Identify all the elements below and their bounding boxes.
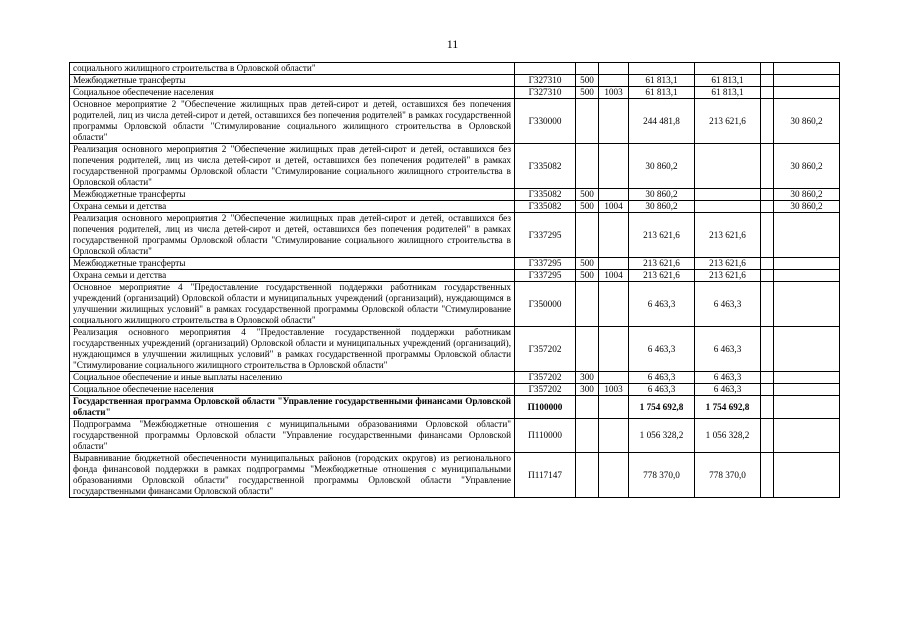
section-cell bbox=[599, 63, 629, 75]
section-cell bbox=[599, 213, 629, 258]
federal-amount-cell bbox=[774, 63, 840, 75]
section-cell bbox=[599, 396, 629, 419]
budget-table bbox=[69, 62, 840, 498]
regional-amount-cell bbox=[695, 201, 761, 213]
section-cell: 1003 bbox=[599, 87, 629, 99]
row-name-cell: Межбюджетные трансферты bbox=[70, 189, 515, 201]
section-cell: 1004 bbox=[599, 270, 629, 282]
section-cell bbox=[599, 258, 629, 270]
row-name-cell: Реализация основного мероприятия 2 "Обеспечение жилищных прав детей-сирот и детей, оставшихся без попечения родителей, лиц из числа детей-сирот и детей, оставшихся без попечения родителей" в рамках государственной программы Орловской области "Стимулирование социального жилищного строительства в Орловской области" bbox=[70, 213, 515, 258]
extra-amount-cell bbox=[761, 213, 774, 258]
total-amount-cell: 30 860,2 bbox=[629, 144, 695, 189]
regional-amount-cell bbox=[695, 144, 761, 189]
row-name-cell: Социальное обеспечение и иные выплаты населению bbox=[70, 372, 515, 384]
regional-amount-cell: 1 056 328,2 bbox=[695, 419, 761, 453]
expense-type-cell bbox=[576, 63, 599, 75]
table-row bbox=[70, 63, 840, 75]
section-cell bbox=[599, 282, 629, 327]
total-amount-cell: 1 056 328,2 bbox=[629, 419, 695, 453]
target-code-cell: Г327310 bbox=[515, 75, 576, 87]
extra-amount-cell bbox=[761, 99, 774, 144]
federal-amount-cell bbox=[774, 258, 840, 270]
extra-amount-cell bbox=[761, 258, 774, 270]
target-code-cell: П110000 bbox=[515, 419, 576, 453]
total-amount-cell: 6 463,3 bbox=[629, 282, 695, 327]
expense-type-cell bbox=[576, 453, 599, 498]
section-cell: 1003 bbox=[599, 384, 629, 396]
section-cell bbox=[599, 189, 629, 201]
regional-amount-cell: 61 813,1 bbox=[695, 75, 761, 87]
extra-amount-cell bbox=[761, 453, 774, 498]
expense-type-cell: 500 bbox=[576, 75, 599, 87]
table-row bbox=[70, 87, 840, 99]
federal-amount-cell bbox=[774, 87, 840, 99]
federal-amount-cell bbox=[774, 213, 840, 258]
target-code-cell: Г357202 bbox=[515, 372, 576, 384]
extra-amount-cell bbox=[761, 419, 774, 453]
total-amount-cell: 61 813,1 bbox=[629, 75, 695, 87]
extra-amount-cell bbox=[761, 189, 774, 201]
federal-amount-cell bbox=[774, 270, 840, 282]
table-row bbox=[70, 384, 840, 396]
table-row bbox=[70, 144, 840, 189]
table-body bbox=[70, 63, 840, 498]
regional-amount-cell: 6 463,3 bbox=[695, 327, 761, 372]
table-row bbox=[70, 258, 840, 270]
row-name-cell: Подпрограмма "Межбюджетные отношения с муниципальными образованиями Орловской области" государственной программы Орловской области "Управление государственными финансами Орловской области" bbox=[70, 419, 515, 453]
regional-amount-cell: 213 621,6 bbox=[695, 213, 761, 258]
expense-type-cell bbox=[576, 396, 599, 419]
regional-amount-cell: 6 463,3 bbox=[695, 282, 761, 327]
total-amount-cell: 6 463,3 bbox=[629, 372, 695, 384]
total-amount-cell: 6 463,3 bbox=[629, 327, 695, 372]
total-amount-cell: 30 860,2 bbox=[629, 189, 695, 201]
extra-amount-cell bbox=[761, 201, 774, 213]
table-row bbox=[70, 327, 840, 372]
section-cell bbox=[599, 453, 629, 498]
expense-type-cell: 500 bbox=[576, 270, 599, 282]
expense-type-cell bbox=[576, 144, 599, 189]
section-cell bbox=[599, 372, 629, 384]
total-amount-cell: 213 621,6 bbox=[629, 258, 695, 270]
target-code-cell: Г357202 bbox=[515, 384, 576, 396]
table-row bbox=[70, 419, 840, 453]
section-cell bbox=[599, 144, 629, 189]
target-code-cell: Г350000 bbox=[515, 282, 576, 327]
section-cell bbox=[599, 419, 629, 453]
row-name-cell: Межбюджетные трансферты bbox=[70, 258, 515, 270]
target-code-cell: Г357202 bbox=[515, 327, 576, 372]
federal-amount-cell bbox=[774, 327, 840, 372]
total-amount-cell: 30 860,2 bbox=[629, 201, 695, 213]
table-row bbox=[70, 99, 840, 144]
federal-amount-cell: 30 860,2 bbox=[774, 201, 840, 213]
total-amount-cell: 6 463,3 bbox=[629, 384, 695, 396]
row-name-cell: Социальное обеспечение населения bbox=[70, 384, 515, 396]
table-row bbox=[70, 282, 840, 327]
section-cell bbox=[599, 327, 629, 372]
row-name-cell: Межбюджетные трансферты bbox=[70, 75, 515, 87]
table-row bbox=[70, 396, 840, 419]
expense-type-cell bbox=[576, 213, 599, 258]
extra-amount-cell bbox=[761, 144, 774, 189]
extra-amount-cell bbox=[761, 384, 774, 396]
table-row bbox=[70, 213, 840, 258]
total-amount-cell: 213 621,6 bbox=[629, 213, 695, 258]
extra-amount-cell bbox=[761, 327, 774, 372]
row-name-cell: Основное мероприятие 2 "Обеспечение жилищных прав детей-сирот и детей, оставшихся без попечения родителей, лиц из числа детей-сирот и детей, оставшихся без попечения родителей" в рамках государственной программы Орловской области "Стимулирование социального жилищного строительства в Орловской области" bbox=[70, 99, 515, 144]
federal-amount-cell bbox=[774, 396, 840, 419]
regional-amount-cell: 213 621,6 bbox=[695, 258, 761, 270]
target-code-cell: П100000 bbox=[515, 396, 576, 419]
federal-amount-cell bbox=[774, 372, 840, 384]
expense-type-cell: 300 bbox=[576, 384, 599, 396]
extra-amount-cell bbox=[761, 63, 774, 75]
extra-amount-cell bbox=[761, 270, 774, 282]
row-name-cell: социального жилищного строительства в Орловской области" bbox=[70, 63, 515, 75]
total-amount-cell bbox=[629, 63, 695, 75]
expense-type-cell: 300 bbox=[576, 372, 599, 384]
page-number: 11 bbox=[446, 37, 459, 51]
target-code-cell: Г330000 bbox=[515, 99, 576, 144]
table-row bbox=[70, 201, 840, 213]
table-row bbox=[70, 270, 840, 282]
target-code-cell: Г335082 bbox=[515, 189, 576, 201]
regional-amount-cell: 778 370,0 bbox=[695, 453, 761, 498]
target-code-cell: Г327310 bbox=[515, 87, 576, 99]
federal-amount-cell bbox=[774, 75, 840, 87]
federal-amount-cell bbox=[774, 453, 840, 498]
total-amount-cell: 244 481,8 bbox=[629, 99, 695, 144]
extra-amount-cell bbox=[761, 396, 774, 419]
target-code-cell: Г337295 bbox=[515, 270, 576, 282]
target-code-cell: Г337295 bbox=[515, 258, 576, 270]
target-code-cell: П117147 bbox=[515, 453, 576, 498]
table-row bbox=[70, 372, 840, 384]
target-code-cell: Г337295 bbox=[515, 213, 576, 258]
total-amount-cell: 213 621,6 bbox=[629, 270, 695, 282]
row-name-cell: Социальное обеспечение населения bbox=[70, 87, 515, 99]
total-amount-cell: 61 813,1 bbox=[629, 87, 695, 99]
expense-type-cell bbox=[576, 327, 599, 372]
row-name-cell: Охрана семьи и детства bbox=[70, 270, 515, 282]
extra-amount-cell bbox=[761, 372, 774, 384]
table-row bbox=[70, 189, 840, 201]
federal-amount-cell: 30 860,2 bbox=[774, 144, 840, 189]
regional-amount-cell bbox=[695, 63, 761, 75]
expense-type-cell: 500 bbox=[576, 189, 599, 201]
expense-type-cell bbox=[576, 282, 599, 327]
row-name-cell: Реализация основного мероприятия 2 "Обеспечение жилищных прав детей-сирот и детей, оставшихся без попечения родителей, лиц из числа детей-сирот и детей, оставшихся без попечения родителей" в рамках государственной программы Орловской области "Стимулирование социального жилищного строительства в Орловской области" bbox=[70, 144, 515, 189]
regional-amount-cell bbox=[695, 189, 761, 201]
target-code-cell: Г335082 bbox=[515, 201, 576, 213]
expense-type-cell: 500 bbox=[576, 201, 599, 213]
table-row bbox=[70, 453, 840, 498]
regional-amount-cell: 6 463,3 bbox=[695, 372, 761, 384]
section-cell bbox=[599, 99, 629, 144]
total-amount-cell: 1 754 692,8 bbox=[629, 396, 695, 419]
section-cell bbox=[599, 75, 629, 87]
row-name-cell: Государственная программа Орловской области "Управление государственными финансами Орловской области" bbox=[70, 396, 515, 419]
expense-type-cell bbox=[576, 419, 599, 453]
row-name-cell: Выравнивание бюджетной обеспеченности муниципальных районов (городских округов) из регионального фонда финансовой поддержки в рамках подпрограммы "Межбюджетные отношения с муниципальными образованиями Орловской области" государственной программы Орловской области "Управление государственными финансами Орловской области" bbox=[70, 453, 515, 498]
regional-amount-cell: 61 813,1 bbox=[695, 87, 761, 99]
expense-type-cell: 500 bbox=[576, 87, 599, 99]
regional-amount-cell: 213 621,6 bbox=[695, 99, 761, 144]
target-code-cell: Г335082 bbox=[515, 144, 576, 189]
federal-amount-cell: 30 860,2 bbox=[774, 189, 840, 201]
table-row bbox=[70, 75, 840, 87]
expense-type-cell bbox=[576, 99, 599, 144]
row-name-cell: Охрана семьи и детства bbox=[70, 201, 515, 213]
total-amount-cell: 778 370,0 bbox=[629, 453, 695, 498]
extra-amount-cell bbox=[761, 282, 774, 327]
extra-amount-cell bbox=[761, 87, 774, 99]
regional-amount-cell: 1 754 692,8 bbox=[695, 396, 761, 419]
federal-amount-cell bbox=[774, 282, 840, 327]
federal-amount-cell bbox=[774, 384, 840, 396]
regional-amount-cell: 6 463,3 bbox=[695, 384, 761, 396]
expense-type-cell: 500 bbox=[576, 258, 599, 270]
section-cell: 1004 bbox=[599, 201, 629, 213]
federal-amount-cell bbox=[774, 419, 840, 453]
regional-amount-cell: 213 621,6 bbox=[695, 270, 761, 282]
federal-amount-cell: 30 860,2 bbox=[774, 99, 840, 144]
row-name-cell: Основное мероприятие 4 "Предоставление государственной поддержки работникам государственных учреждений (организаций) Орловской области и муниципальных учреждений (организаций), нуждающимся в улучшении жилищных условий" в рамках государственной программы Орловской области "Стимулирование социального жилищного строительства в Орловской области" bbox=[70, 282, 515, 327]
target-code-cell bbox=[515, 63, 576, 75]
extra-amount-cell bbox=[761, 75, 774, 87]
row-name-cell: Реализация основного мероприятия 4 "Предоставление государственной поддержки работникам государственных учреждений (организаций) Орловской области и муниципальных учреждений (организаций), нуждающимся в улучшении жилищных условий" в рамках государственной программы Орловской области "Стимулирование социального жилищного строительства в Орловской области" bbox=[70, 327, 515, 372]
